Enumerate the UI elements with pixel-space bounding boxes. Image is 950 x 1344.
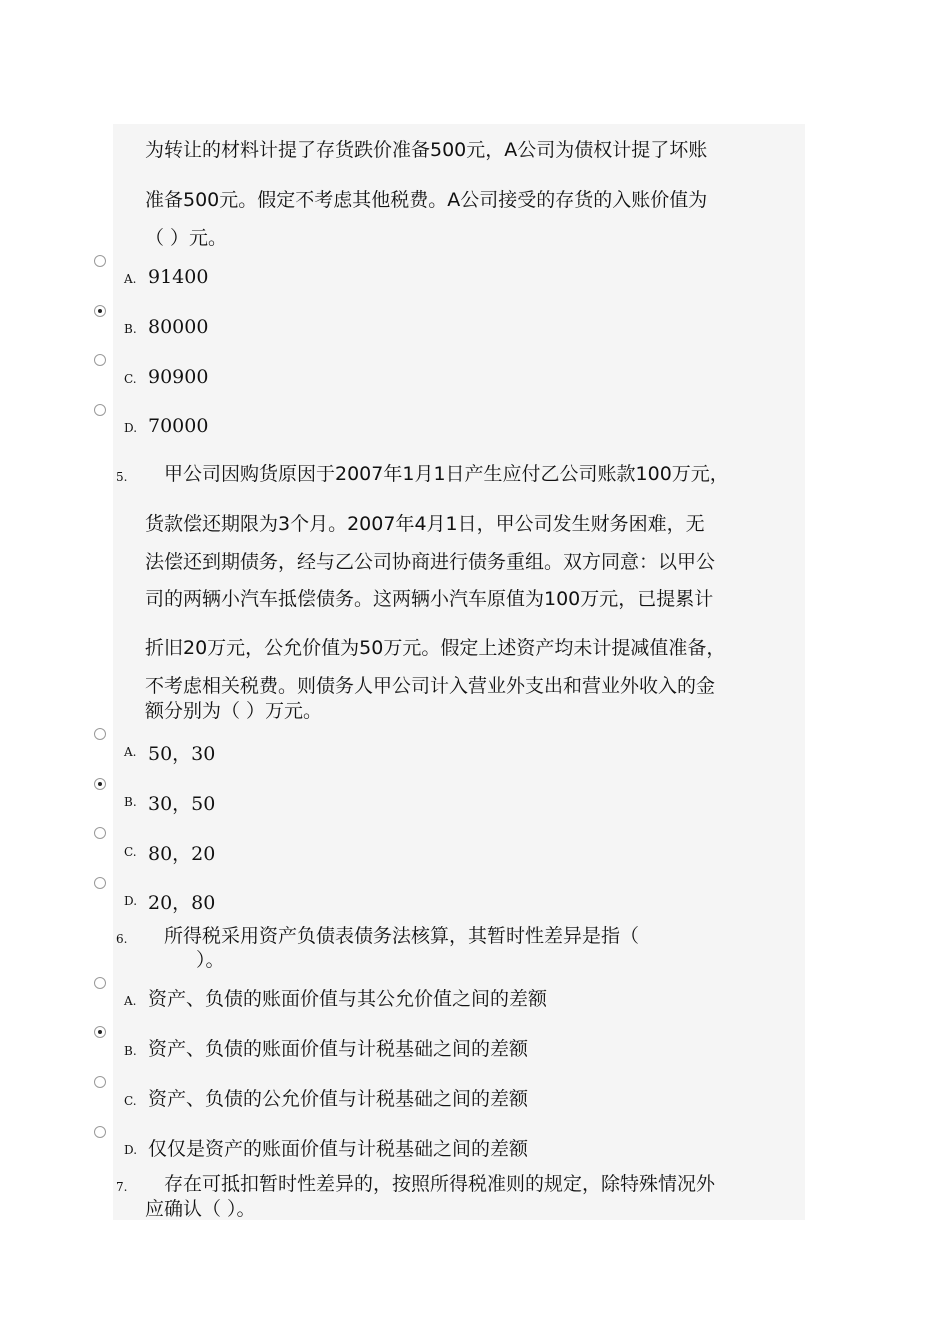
q4-option-c-letter: C. bbox=[124, 372, 137, 386]
q5-option-c-letter: C. bbox=[124, 845, 137, 859]
q5-stem-line-5: 折旧20万元，公允价值为50万元。假定上述资产均未计提减值准备， bbox=[145, 637, 726, 659]
q4-option-a-letter: A. bbox=[124, 272, 137, 286]
q4-option-a-radio[interactable] bbox=[94, 255, 106, 267]
q4-option-b-text[interactable]: 80000 bbox=[148, 316, 209, 338]
q5-stem-line-3: 法偿还到期债务，经与乙公司协商进行债务重组。双方同意：以甲公 bbox=[145, 551, 716, 573]
q5-number: 5. bbox=[116, 470, 128, 484]
q6-option-d-text[interactable]: 仅仅是资产的账面价值与计税基础之间的差额 bbox=[148, 1138, 529, 1160]
q5-option-c-radio[interactable] bbox=[94, 827, 106, 839]
q4-option-b-letter: B. bbox=[124, 322, 137, 336]
q6-option-d-radio[interactable] bbox=[94, 1126, 106, 1138]
q5-option-a-radio[interactable] bbox=[94, 728, 106, 740]
q7-stem-line-2: 应确认（ ）。 bbox=[145, 1198, 256, 1220]
q4-stem-line-1: 为转让的材料计提了存货跌价准备500元，A公司为债权计提了坏账 bbox=[145, 139, 708, 161]
q6-option-b-text[interactable]: 资产、负债的账面价值与计税基础之间的差额 bbox=[148, 1038, 529, 1060]
q4-stem-line-2: 准备500元。假定不考虑其他税费。A公司接受的存货的入账价值为 bbox=[145, 189, 708, 211]
q5-option-c-text[interactable]: 80，20 bbox=[148, 843, 216, 865]
q4-option-d-letter: D. bbox=[124, 421, 138, 435]
q7-stem-line-1: 存在可抵扣暂时性差异的，按照所得税准则的规定，除特殊情况外 bbox=[164, 1173, 716, 1195]
q6-option-c-radio[interactable] bbox=[94, 1076, 106, 1088]
q5-option-b-radio[interactable] bbox=[94, 778, 106, 790]
q6-stem-line-1: 所得税采用资产负债表债务法核算，其暂时性差异是指（ bbox=[164, 925, 640, 947]
q6-stem-line-2: ）。 bbox=[196, 949, 225, 971]
q4-option-c-radio[interactable] bbox=[94, 354, 106, 366]
q6-option-b-letter: B. bbox=[124, 1044, 137, 1058]
q5-stem-line-6: 不考虑相关税费。则债务人甲公司计入营业外支出和营业外收入的金 bbox=[145, 675, 716, 697]
q5-option-b-text[interactable]: 30，50 bbox=[148, 793, 216, 815]
q6-option-b-radio[interactable] bbox=[94, 1026, 106, 1038]
q6-option-c-text[interactable]: 资产、负债的公允价值与计税基础之间的差额 bbox=[148, 1088, 529, 1110]
q5-option-a-letter: A. bbox=[124, 745, 137, 759]
q4-option-a-text[interactable]: 91400 bbox=[148, 266, 209, 288]
q5-stem-line-7: 额分别为（ ）万元。 bbox=[145, 700, 323, 722]
q6-option-c-letter: C. bbox=[124, 1094, 137, 1108]
q4-option-d-text[interactable]: 70000 bbox=[148, 415, 209, 437]
q6-option-d-letter: D. bbox=[124, 1143, 138, 1157]
q4-stem-line-3: （ ）元。 bbox=[145, 227, 228, 249]
q6-option-a-letter: A. bbox=[124, 994, 137, 1008]
q5-option-b-letter: B. bbox=[124, 795, 137, 809]
q6-number: 6. bbox=[116, 932, 128, 946]
q5-option-d-letter: D. bbox=[124, 894, 138, 908]
q4-option-c-text[interactable]: 90900 bbox=[148, 366, 209, 388]
q6-option-a-text[interactable]: 资产、负债的账面价值与其公允价值之间的差额 bbox=[148, 988, 548, 1010]
q5-stem-line-1: 甲公司因购货原因于2007年1月1日产生应付乙公司账款100万元， bbox=[164, 463, 729, 485]
q5-stem-line-4: 司的两辆小汽车抵偿债务。这两辆小汽车原值为100万元，已提累计 bbox=[145, 588, 714, 610]
q5-stem-line-2: 货款偿还期限为3个月。2007年4月1日，甲公司发生财务困难，无 bbox=[145, 513, 705, 535]
q4-option-b-radio[interactable] bbox=[94, 305, 106, 317]
q4-option-d-radio[interactable] bbox=[94, 404, 106, 416]
q5-option-a-text[interactable]: 50，30 bbox=[148, 743, 216, 765]
q5-option-d-radio[interactable] bbox=[94, 877, 106, 889]
q6-option-a-radio[interactable] bbox=[94, 977, 106, 989]
q7-number: 7. bbox=[116, 1180, 128, 1194]
q5-option-d-text[interactable]: 20，80 bbox=[148, 892, 216, 914]
